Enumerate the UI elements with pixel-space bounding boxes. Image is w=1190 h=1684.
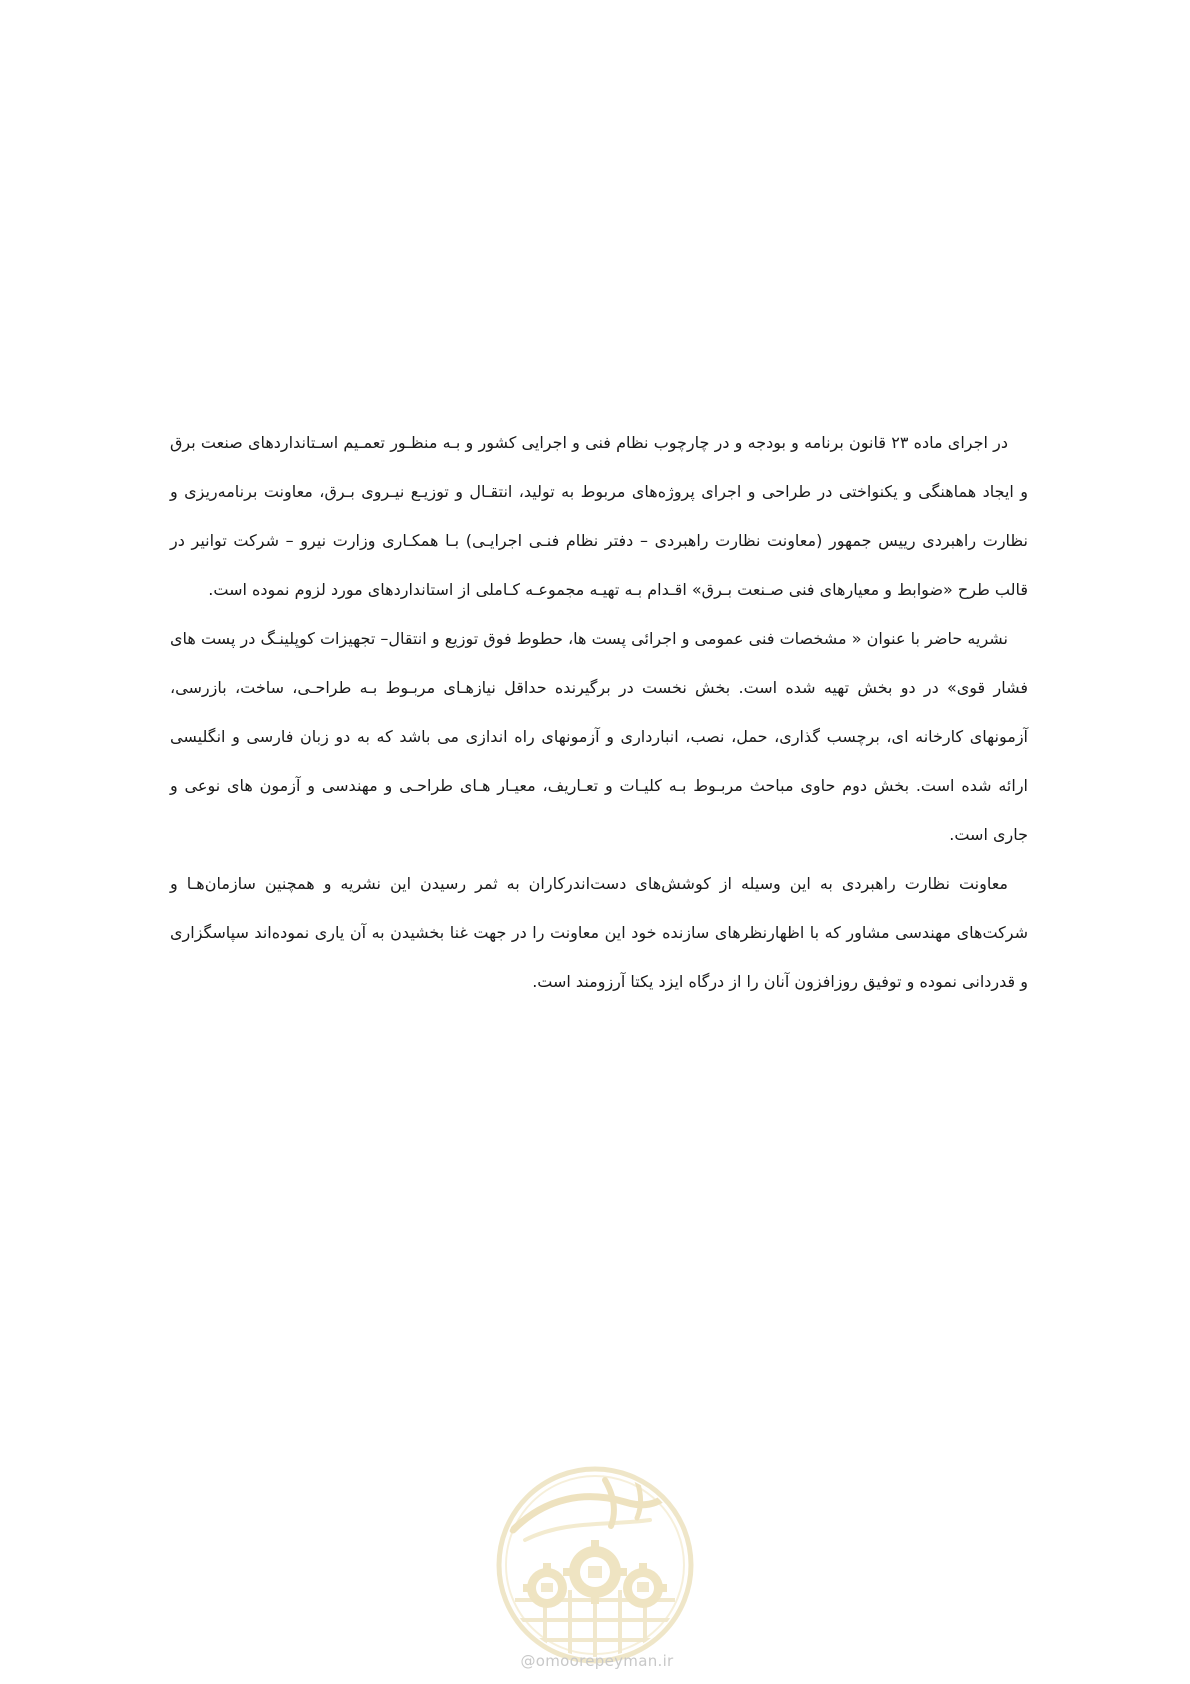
document-body bbox=[170, 418, 1028, 1006]
watermark-site-url: @omoorepeyman.ir bbox=[520, 1652, 674, 1670]
watermark-logo bbox=[485, 1460, 705, 1675]
watermark-seal-icon bbox=[485, 1460, 705, 1675]
paragraph-publication-description: نشریه حاضر با عنوان « مشخصات فنی عمومی و اجرائی پست ها، حطوط فوق توزیع و انتقال– تجهیزات کوپلینـگ در پست های فشار قوی» در دو بخش تهیه شده است. بخش نخست در برگیرنده حداقل نیازهـای مربـوط بـه طراحـی، ساخت، بازرسی، آزمونهای کارخانه ای، برچسب گذاری، حمل، نصب، انبارداری و آزمونهای راه اندازی می باشد که به دو زبان فارسی و انگلیسی ارائه شده است. بخش دوم حاوی مباحث مربـوط بـه کلیـات و تعـاریف، معیـار هـای طراحـی و مهندسی و آزمون های نوعی و جاری است. bbox=[170, 629, 1028, 844]
paragraph-acknowledgement: معاونت نظارت راهبردی به این وسیله از کوشش‌های دست‌اندرکاران به ثمر رسیدن این نشریه و همچنین سازمان‌هـا و شرکت‌های مهندسی مشاور که با اظهارنظرهای سازنده خود این معاونت را در جهت غنا بخشیدن به آن یاری نموده‌اند سپاسگزاری و قدردانی نموده و توفیق روزافزون آنان را از درگاه ایزد یکتا آرزومند است. bbox=[170, 874, 1028, 991]
paragraph-intro: در اجرای ماده ۲۳ قانون برنامه و بودجه و در چارچوب نظام فنی و اجرایی کشور و بـه منظـور تعمـیم اسـتانداردهای صنعت برق و ایجاد هماهنگی و یکنواختی در طراحی و اجرای پروژه‌های مربوط به تولید، انتقـال و توزیـع نیـروی بـرق، معاونت برنامه‌ریزی و نظارت راهبردی رییس جمهور (معاونت نظارت راهبردی – دفتر نظام فنـی اجرایـی) بـا همکـاری وزارت نیرو – شرکت توانیر در قالب طرح «ضوابط و معیارهای فنی صـنعت بـرق» اقـدام بـه تهیـه مجموعـه کـاملی از استانداردهای مورد لزوم نموده است. bbox=[170, 433, 1028, 599]
